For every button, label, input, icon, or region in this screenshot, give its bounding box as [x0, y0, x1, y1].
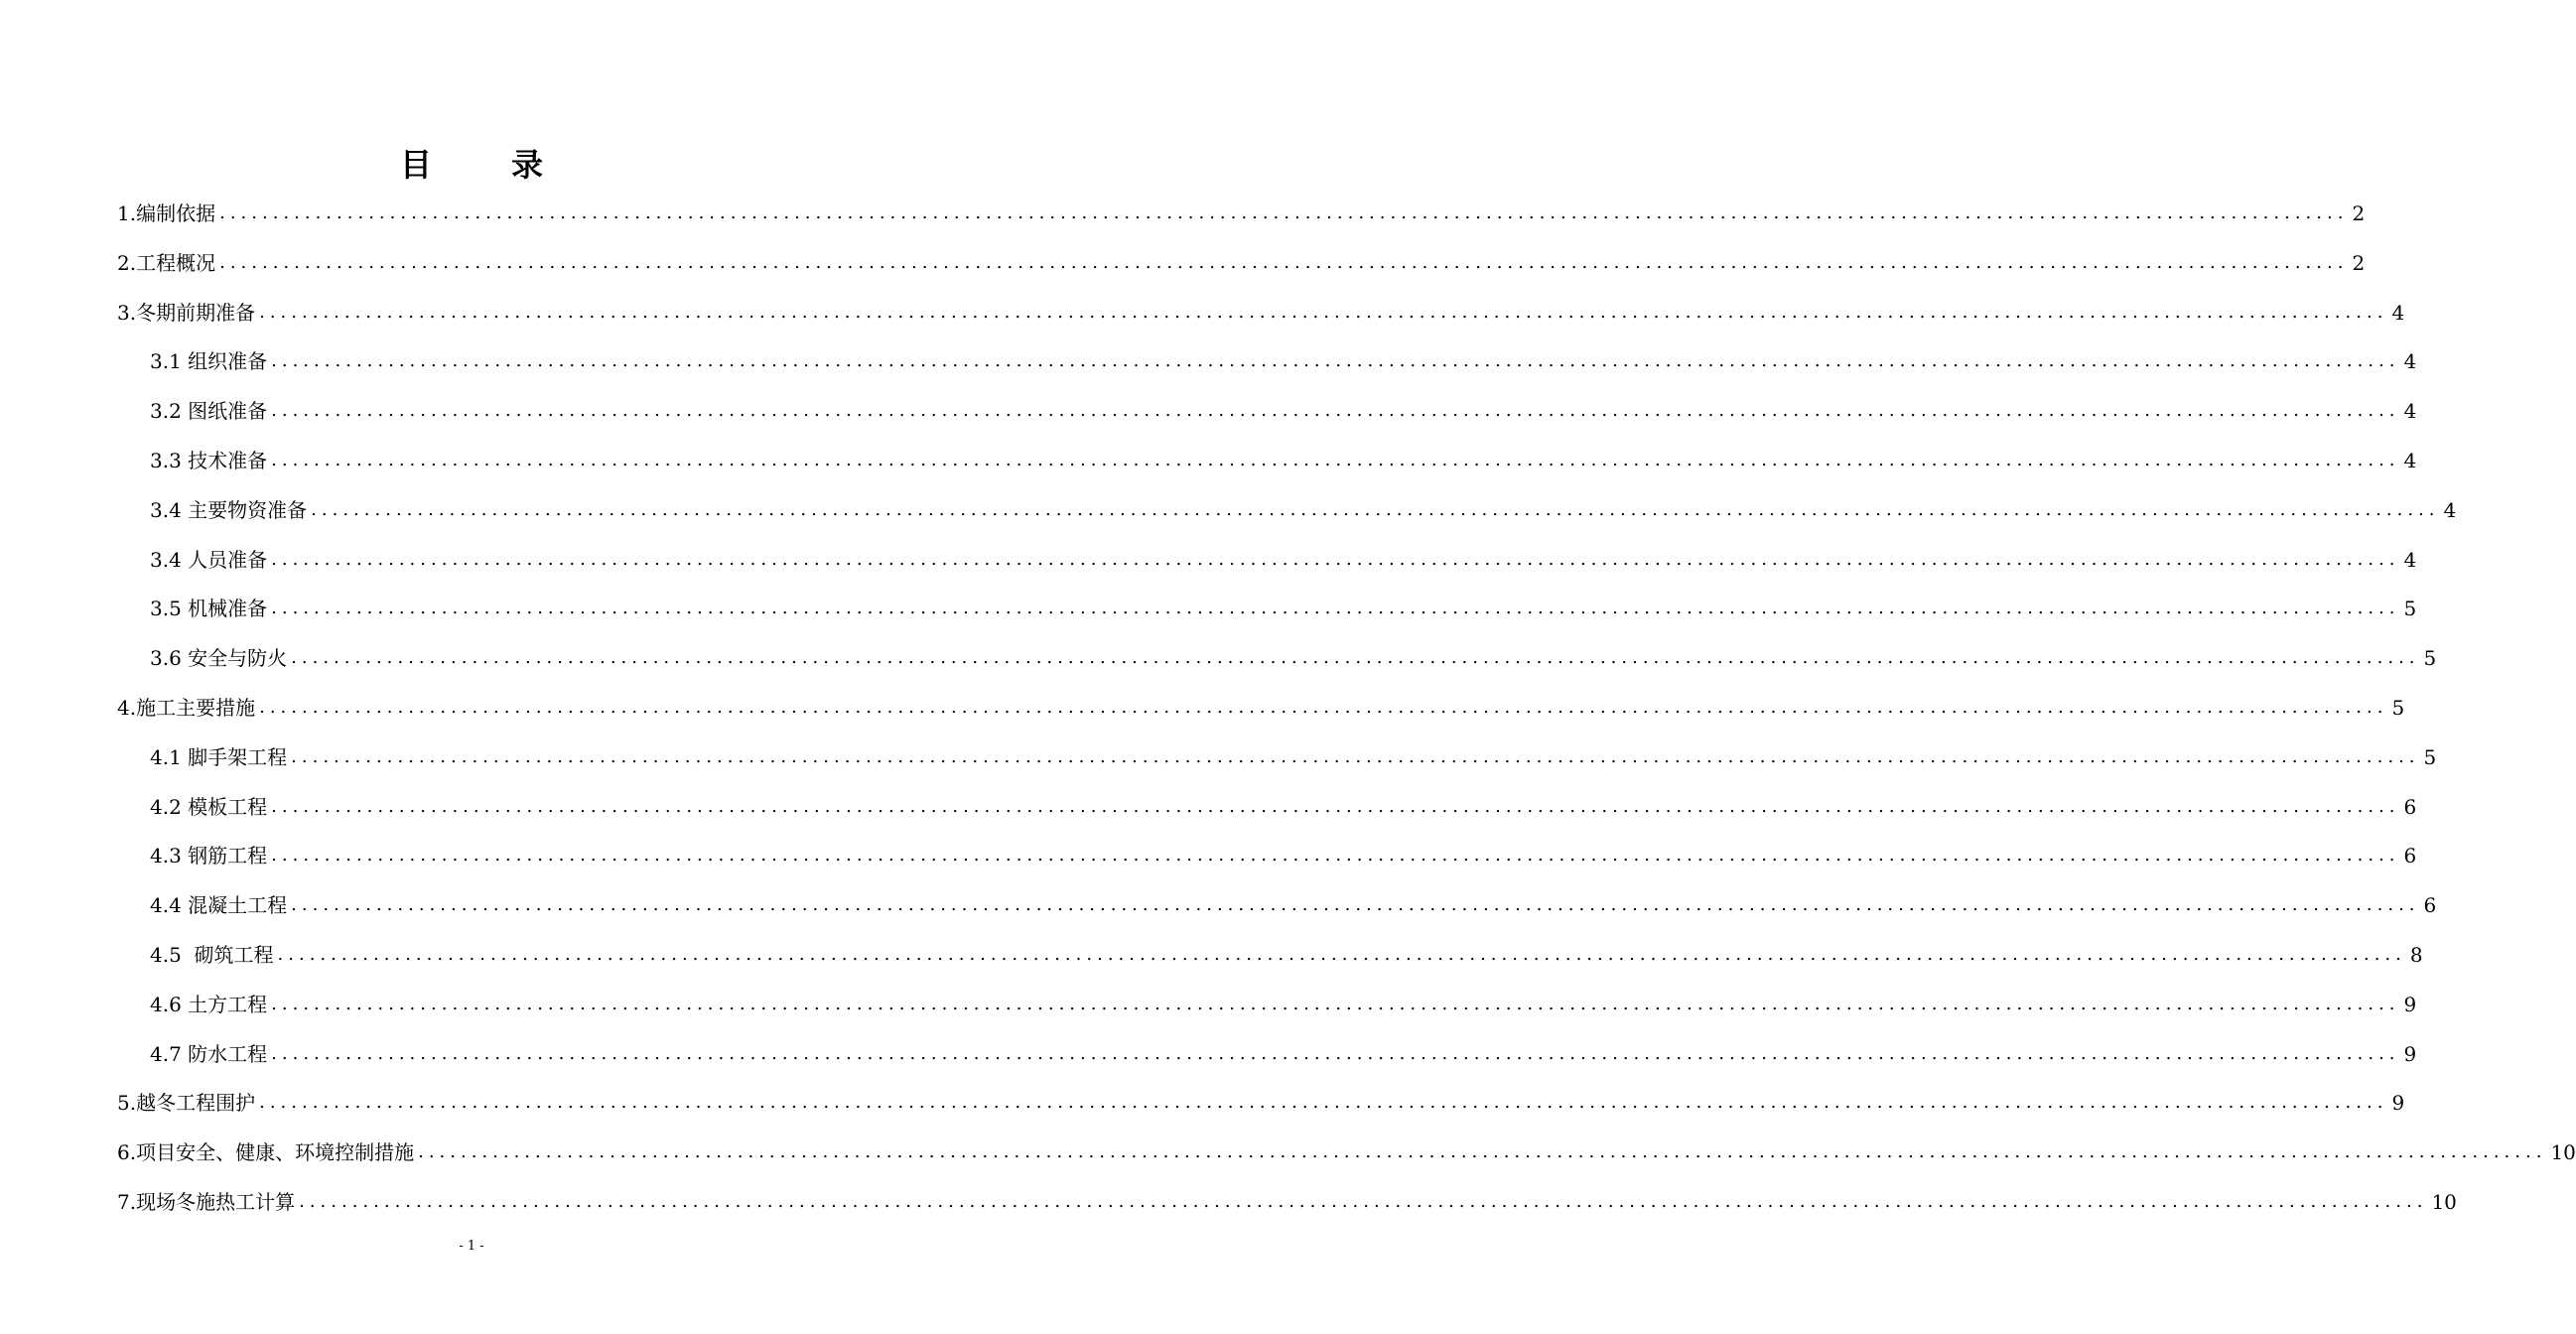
- toc-entry-page-number: 6: [2423, 893, 2437, 918]
- toc-dot-leader: ........................................................................................................................................................................................................: [311, 498, 2440, 520]
- toc-entry[interactable]: [117, 288, 2405, 337]
- toc-entry-page-number: 4: [2403, 399, 2417, 424]
- toc-entry[interactable]: [117, 683, 2405, 733]
- toc-entry-page-number: 4: [2403, 449, 2417, 472]
- toc-entry[interactable]: [150, 535, 2417, 585]
- toc-entry-label: 7.现场冬施热工计算: [117, 1190, 296, 1214]
- toc-entry[interactable]: [150, 782, 2417, 832]
- toc-entry-label: 4.5 砌筑工程: [150, 943, 274, 967]
- toc-entry-page-number: 2: [2352, 250, 2366, 275]
- toc-entry[interactable]: [150, 930, 2423, 980]
- toc-entry-page-number: 4: [2403, 349, 2417, 374]
- toc-entry[interactable]: [117, 189, 2366, 238]
- toc-entry[interactable]: [150, 1029, 2417, 1079]
- toc-entry-label: 3.6 安全与防火: [150, 646, 288, 671]
- toc-dot-leader: ........................................................................................................................................................................................................: [291, 647, 2420, 669]
- toc-entry[interactable]: [117, 1177, 2457, 1227]
- toc-entry-page-number: 5: [2391, 696, 2405, 720]
- toc-entry-label: 3.2 图纸准备: [150, 399, 268, 424]
- toc-entry[interactable]: [150, 831, 2417, 880]
- toc-entry-page-number: 9: [2391, 1091, 2405, 1116]
- toc-dot-leader: ........................................................................................................................................................................................................: [259, 301, 2388, 323]
- toc-entry[interactable]: [150, 584, 2417, 633]
- toc-entry[interactable]: [150, 633, 2437, 683]
- toc-dot-leader: ........................................................................................................................................................................................................: [219, 251, 2349, 273]
- toc-entry-label: 4.2 模板工程: [150, 794, 268, 819]
- toc-entry[interactable]: [150, 386, 2417, 436]
- toc-entry[interactable]: [150, 485, 2457, 535]
- toc-title-first-char: 目: [399, 146, 432, 184]
- toc-entry-page-number: 5: [2423, 744, 2437, 769]
- toc-entry-label: 4.6 土方工程: [150, 992, 268, 1016]
- toc-entry[interactable]: [150, 980, 2417, 1029]
- toc-dot-leader: ........................................................................................................................................................................................................: [418, 1141, 2547, 1163]
- toc-entry[interactable]: [150, 336, 2417, 386]
- toc-entry-label: 3.1 组织准备: [150, 349, 268, 374]
- toc-title: [0, 141, 943, 189]
- toc-dot-leader: ........................................................................................................................................................................................................: [291, 894, 2420, 916]
- toc-entry-page-number: 9: [2403, 1041, 2417, 1066]
- toc-entry-page-number: 5: [2423, 646, 2437, 671]
- toc-title-second-char: 录: [511, 146, 544, 184]
- toc-dot-leader: ........................................................................................................................................................................................................: [271, 845, 2400, 867]
- toc-entry-page-number: 4: [2403, 547, 2417, 572]
- toc-entry-label: 3.4 主要物资准备: [150, 497, 308, 522]
- toc-entry-label: 4.7 防水工程: [150, 1041, 268, 1066]
- toc-entry-page-number: 4: [2443, 497, 2457, 522]
- toc-entry[interactable]: [117, 1078, 2405, 1128]
- toc-dot-leader: ........................................................................................................................................................................................................: [259, 1092, 2388, 1114]
- toc-entry-label: 4.4 混凝土工程: [150, 893, 288, 918]
- toc-entry-page-number: 6: [2403, 844, 2417, 868]
- toc-dot-leader: ........................................................................................................................................................................................................: [271, 993, 2400, 1014]
- toc-entry-label: 4.1 脚手架工程: [150, 744, 288, 769]
- toc-dot-leader: ........................................................................................................................................................................................................: [271, 450, 2400, 470]
- toc-entry-page-number: 5: [2403, 597, 2417, 621]
- toc-dot-leader: ........................................................................................................................................................................................................: [271, 400, 2400, 422]
- toc-entry-label: 6.项目安全、健康、环境控制措施: [117, 1140, 415, 1165]
- toc-entry[interactable]: [117, 238, 2366, 288]
- toc-dot-leader: ........................................................................................................................................................................................................: [219, 202, 2349, 223]
- toc-entry[interactable]: [150, 733, 2437, 782]
- toc-entry-label: 1.编制依据: [117, 201, 216, 225]
- toc-entry-label: 4.施工主要措施: [117, 696, 256, 720]
- toc-dot-leader: ........................................................................................................................................................................................................: [271, 598, 2400, 619]
- toc-entry-label: 4.3 钢筋工程: [150, 844, 268, 868]
- toc-entry-page-number: 9: [2403, 992, 2417, 1016]
- toc-entry-page-number: 8: [2409, 943, 2423, 967]
- toc-dot-leader: ........................................................................................................................................................................................................: [291, 745, 2420, 767]
- toc-entry-label: 2.工程概况: [117, 250, 216, 275]
- toc-dot-leader: ........................................................................................................................................................................................................: [299, 1191, 2428, 1212]
- toc-entry-page-number: 4: [2391, 300, 2405, 325]
- toc-entry-label: 3.5 机械准备: [150, 597, 268, 621]
- toc-dot-leader: ........................................................................................................................................................................................................: [277, 944, 2406, 965]
- toc-dot-leader: ........................................................................................................................................................................................................: [271, 795, 2400, 817]
- toc-entry-page-number: 6: [2403, 794, 2417, 819]
- toc-entry-label: 3.3 技术准备: [150, 449, 268, 472]
- toc-entry-page-number: 2: [2352, 201, 2366, 225]
- toc-dot-leader: ........................................................................................................................................................................................................: [271, 1042, 2400, 1064]
- toc-entry-label: 3.4 人员准备: [150, 547, 268, 572]
- toc-entry-label: 5.越冬工程围护: [117, 1091, 256, 1116]
- footer-page-number: - 1 -: [459, 1239, 484, 1254]
- toc-dot-leader: ........................................................................................................................................................................................................: [259, 697, 2388, 718]
- toc-dot-leader: ........................................................................................................................................................................................................: [271, 350, 2400, 372]
- toc-entry-page-number: 10: [2431, 1190, 2457, 1214]
- toc-entry[interactable]: [150, 436, 2417, 485]
- toc-dot-leader: ........................................................................................................................................................................................................: [271, 548, 2400, 570]
- toc-entry[interactable]: [117, 1128, 2576, 1177]
- toc-entry-page-number: 10: [2550, 1140, 2576, 1165]
- toc-entry-label: 3.冬期前期准备: [117, 300, 256, 325]
- toc-entry[interactable]: [150, 880, 2437, 930]
